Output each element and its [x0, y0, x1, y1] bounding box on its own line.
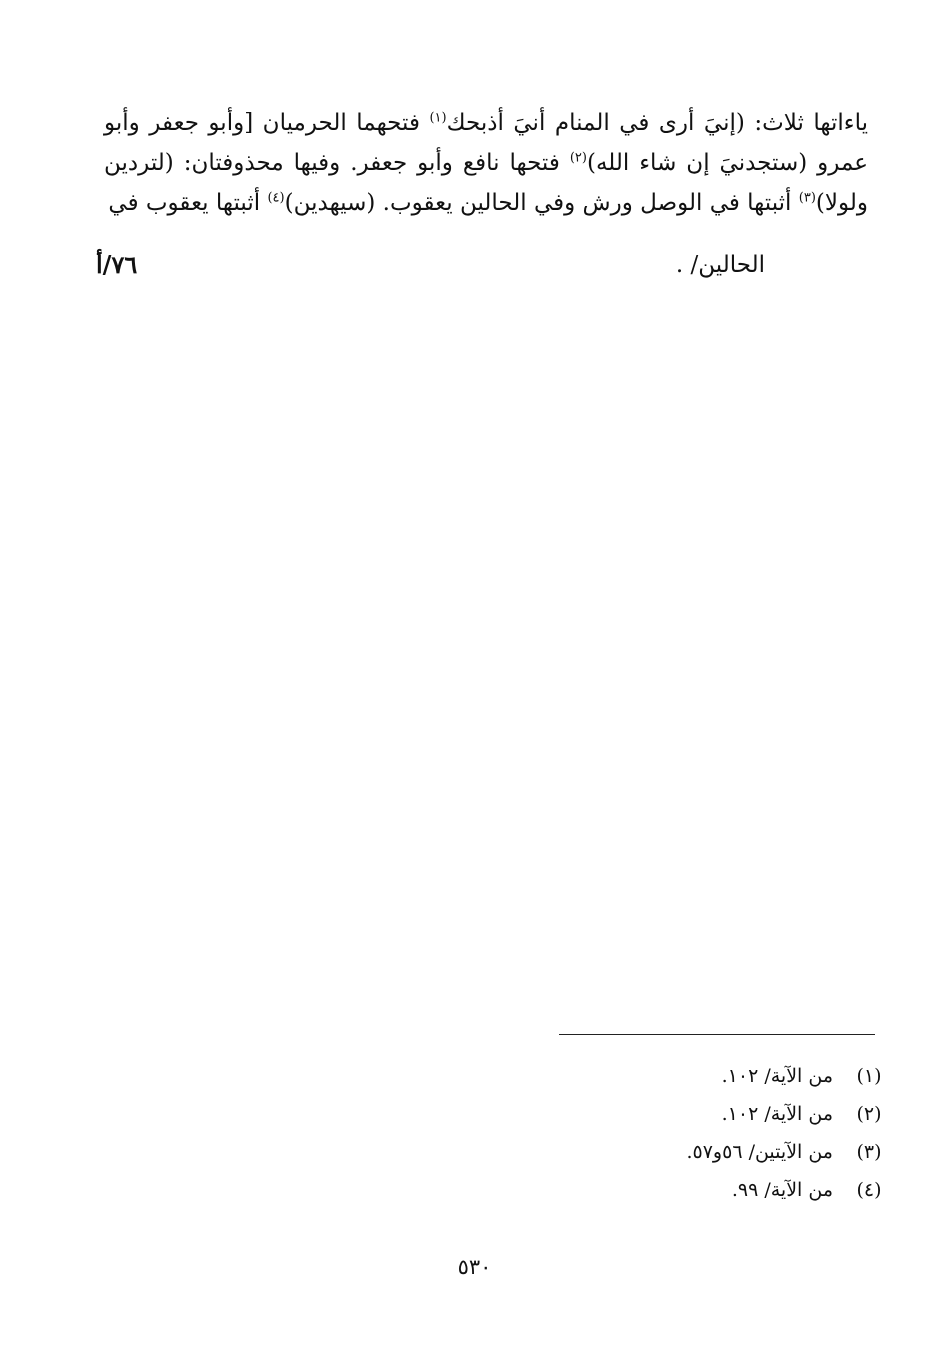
footnote-ref-1[interactable]: (١): [429, 110, 447, 126]
footnote-item: [487, 1171, 887, 1209]
footnote-text: من الآية/ ١٠٢.: [721, 1103, 833, 1125]
footnote-number: (١): [856, 1065, 882, 1087]
footnote-number: (٤): [856, 1179, 882, 1201]
page-number: ٥٣٠: [457, 1255, 492, 1279]
footnote-ref-2[interactable]: (٢): [569, 150, 587, 166]
footnote-ref-3[interactable]: (٣): [798, 190, 816, 206]
footnote-item: [487, 1133, 887, 1171]
footnote-item: [487, 1057, 887, 1095]
text-segment-5: أثبتها يعقوب في: [108, 190, 268, 216]
manuscript-folio-marker: ٧٦/أ: [96, 250, 138, 279]
main-paragraph: [104, 103, 868, 223]
footnote-text: من الآية/ ٩٩.: [731, 1179, 833, 1201]
main-text-block: [104, 103, 868, 223]
footnote-number: (٣): [856, 1141, 882, 1163]
footnote-ref-4[interactable]: (٤): [267, 190, 285, 206]
footnotes-list: [487, 1057, 887, 1209]
text-segment-2: فتحهما الحرميان [وأبو جعفر وأبو عمرو (ستجدنيَ إن شاء الله): [104, 110, 868, 176]
footnote-item: [487, 1095, 887, 1133]
text-segment-1: ياءاتها ثلاث: (إنيَ أرى في المنام أنيَ أذبحك: [446, 110, 868, 136]
last-text-line: الحالين/ .: [675, 252, 765, 278]
text-segment-3: فتحها نافع وأبو جعفر. وفيها محذوفتان: (لتردين ولولا): [104, 150, 868, 216]
footnote-text: من الآيتين/ ٥٦و٥٧.: [686, 1141, 833, 1163]
text-segment-4: أثبتها في الوصل ورش وفي الحالين يعقوب. (سيهدين): [284, 190, 799, 216]
footnote-number: (٢): [856, 1103, 882, 1125]
footnote-text: من الآية/ ١٠٢.: [721, 1065, 833, 1087]
footnote-separator: [559, 1034, 875, 1035]
